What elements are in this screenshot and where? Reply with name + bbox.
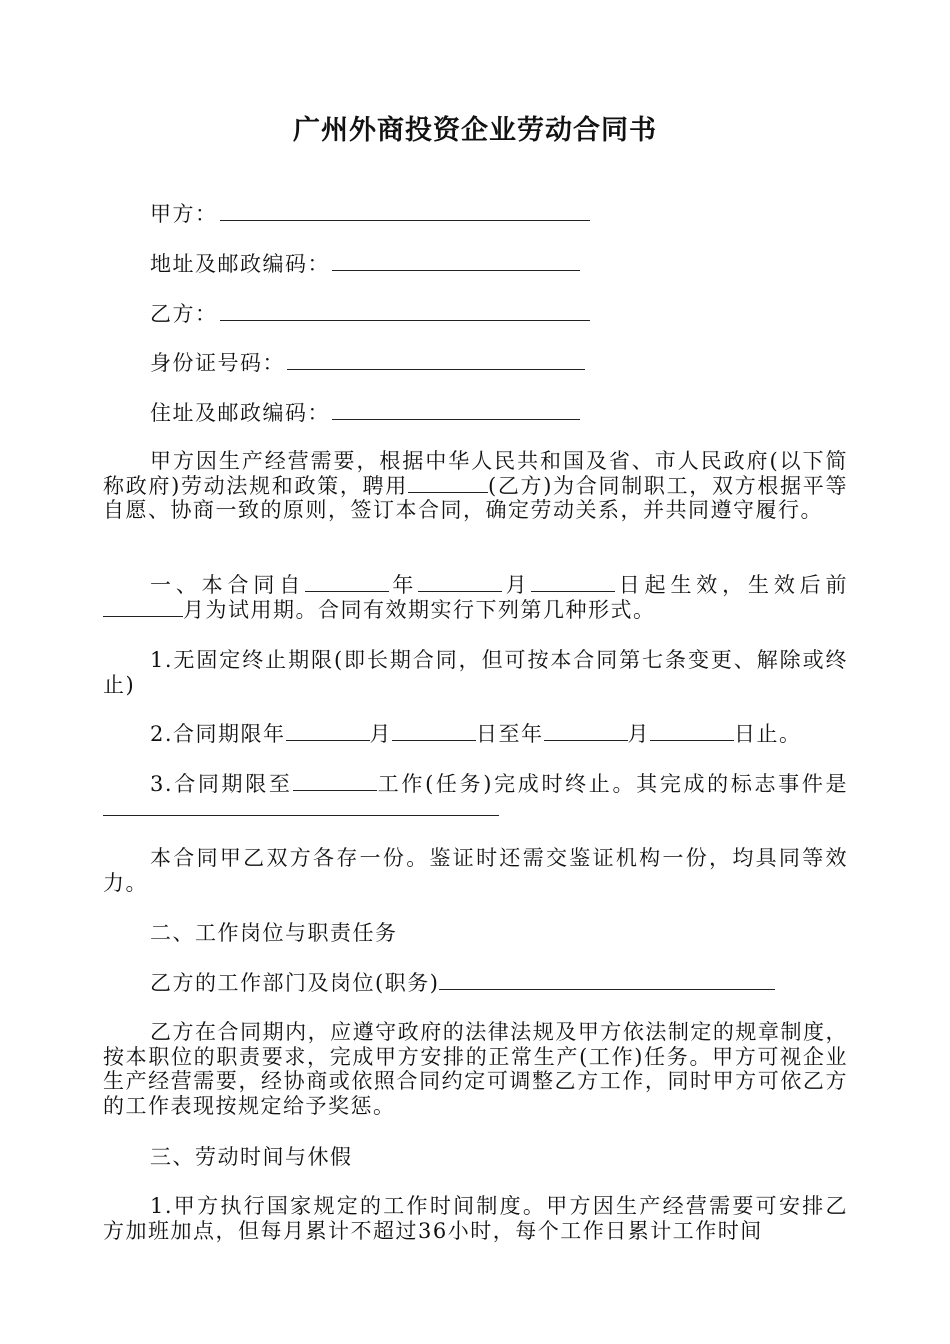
- task-blank[interactable]: [293, 772, 377, 791]
- section-2-department: [150, 971, 850, 996]
- s1i2-text-c: 日至年: [476, 722, 544, 746]
- section-1-item-2: [150, 722, 850, 747]
- s1i2-text-e: 日止。: [734, 722, 802, 746]
- party-b-address-blank[interactable]: [332, 397, 580, 420]
- s1-text-a: 一、本合同自: [150, 573, 306, 597]
- term-start-month-blank[interactable]: [286, 722, 370, 741]
- party-b-address-label: 住址及邮政编码：: [150, 401, 330, 425]
- s1-text-c: 月: [502, 573, 532, 597]
- s1i3-text-b: 工作(任务)完成时终止。其完成的标志事件是: [376, 772, 848, 796]
- completion-event-blank[interactable]: [103, 797, 499, 816]
- section-2-body: 乙方在合同期内，应遵守政府的法律法规及甲方依法制定的规章制度，按本职位的职责要求，完成甲方安排的正常生产(工作)任务。甲方可视企业生产经营需要，经协商或依照合同约定可调整乙方工作，同时甲方可依乙方的工作表现按规定给予奖惩。: [103, 1020, 848, 1118]
- department-blank[interactable]: [439, 971, 775, 990]
- party-b-blank[interactable]: [220, 298, 590, 321]
- s1i2-text-d: 月: [627, 722, 651, 746]
- s1-text-e: 月为试用期。合同有效期实行下列第几种形式。: [183, 597, 656, 622]
- party-a-address-field: [150, 248, 580, 279]
- document-title: 广州外商投资企业劳动合同书: [293, 115, 657, 146]
- s1-text-b: 年: [389, 573, 419, 597]
- s1i2-text-b: 月: [369, 722, 393, 746]
- term-end-month-blank[interactable]: [544, 722, 628, 741]
- start-year-blank[interactable]: [305, 573, 389, 592]
- copies-paragraph: 本合同甲乙双方各存一份。鉴证时还需交鉴证机构一份，均具同等效力。: [103, 846, 848, 895]
- section-1-item-3: [103, 772, 848, 821]
- id-number-blank[interactable]: [287, 347, 585, 370]
- id-number-field: [150, 347, 585, 378]
- intro-text-a: 甲方因生产经营需要，根据中华人民共和国及省、市人民政府(以下简称政府)劳动法规和政策，聘用: [103, 449, 848, 498]
- start-day-blank[interactable]: [531, 573, 615, 592]
- section-1-item-1: 1.无固定终止期限(即长期合同，但可按本合同第七条变更、解除或终止): [103, 648, 848, 697]
- section-1-paragraph: [103, 573, 848, 622]
- party-a-blank[interactable]: [220, 198, 590, 221]
- s1-text-d: 日起生效，生效后前: [615, 573, 849, 597]
- s1i2-text-a: 2.合同期限年: [150, 722, 286, 746]
- intro-text-b: (乙方)为合同制职工，双方根据平等自愿、协商一致的原则，签订本合同，确定劳动关系，并共同遵守履行。: [103, 473, 848, 522]
- party-a-address-label: 地址及邮政编码：: [150, 252, 330, 276]
- term-start-day-blank[interactable]: [392, 722, 476, 741]
- hired-employee-blank[interactable]: [408, 474, 488, 493]
- party-b-field: [150, 298, 590, 329]
- section-2-heading: 二、工作岗位与职责任务: [150, 921, 398, 945]
- intro-paragraph: [103, 449, 848, 523]
- term-end-day-blank[interactable]: [650, 722, 734, 741]
- section-3-heading: 三、劳动时间与休假: [150, 1145, 353, 1169]
- party-b-address-field: [150, 397, 580, 428]
- s1i3-text-a: 3.合同期限至: [150, 772, 293, 796]
- party-b-label: 乙方：: [150, 302, 218, 326]
- section-3-item-1: 1.甲方执行国家规定的工作时间制度。甲方因生产经营需要可安排乙方加班加点，但每月累计不超过36小时，每个工作日累计工作时间: [103, 1194, 848, 1243]
- probation-blank[interactable]: [103, 598, 183, 617]
- id-number-label: 身份证号码：: [150, 351, 285, 375]
- s2-dept-label: 乙方的工作部门及岗位(职务): [150, 971, 440, 995]
- party-a-label: 甲方：: [150, 202, 218, 226]
- party-a-field: [150, 198, 590, 229]
- party-a-address-blank[interactable]: [332, 248, 580, 271]
- start-month-blank[interactable]: [418, 573, 502, 592]
